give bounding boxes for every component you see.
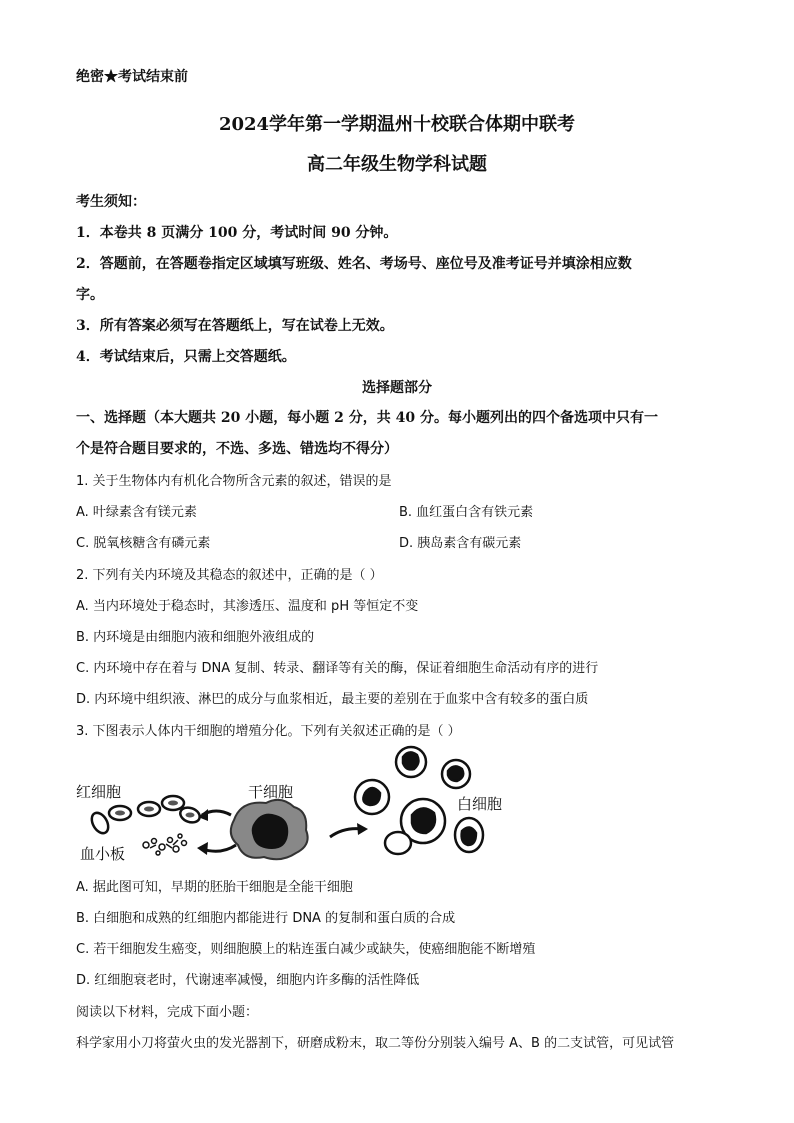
option-b: B. 白细胞和成熟的红细胞内都能进行 DNA 的复制和蛋白质的合成 [76, 911, 456, 926]
label-white-blood-cell: 白细胞 [457, 795, 503, 813]
reading-text: 科学家用小刀将萤火虫的发光器割下，研磨成粉末，取二等份分别装入编号 A、B 的二支试管，可见试管 [76, 1036, 675, 1051]
confidential-label: 绝密★考试结束前 [76, 69, 188, 85]
figure-drawing [76, 745, 516, 865]
section-instruction: 一、选择题（本大题共 20 小题，每小题 2 分，共 40 分。每小题列出的四个备选项中只有一 [76, 410, 658, 426]
option-c: C. 脱氧核糖含有磷元素 [76, 536, 211, 551]
reading-intro: 阅读以下材料，完成下面小题： [76, 1005, 259, 1020]
option-d: D. 胰岛素含有碳元素 [399, 536, 522, 551]
notice-item: 4．考试结束后，只需上交答题纸。 [76, 349, 296, 365]
option-c: C. 若干细胞发生癌变，则细胞膜上的粘连蛋白减少或缺失，使癌细胞能不断增殖 [76, 942, 536, 957]
notice-item: 3．所有答案必须写在答题纸上，写在试卷上无效。 [76, 318, 394, 334]
notice-item: 字。 [76, 287, 104, 303]
label-red-blood-cell: 红细胞 [76, 783, 122, 801]
exam-title: 2024学年第一学期温州十校联合体期中联考 [218, 114, 576, 135]
option-a: A. 据此图可知，早期的胚胎干细胞是全能干细胞 [76, 880, 353, 895]
section-title: 选择题部分 [362, 380, 432, 396]
option-d: D. 红细胞衰老时，代谢速率减慢，细胞内许多酶的活性降低 [76, 973, 420, 988]
option-c: C. 内环境中存在着与 DNA 复制、转录、翻译等有关的酶，保证着细胞生命活动有序的进行 [76, 661, 599, 676]
question-stem: 3. 下图表示人体内干细胞的增殖分化。下列有关叙述正确的是（ ） [76, 724, 461, 739]
red-blood-cells [88, 796, 201, 836]
label-platelet: 血小板 [80, 845, 126, 863]
label-stem-cell: 干细胞 [248, 783, 294, 801]
stem-cell [231, 800, 308, 859]
option-a: A. 当内环境处于稳态时，其渗透压、温度和 pH 等恒定不变 [76, 599, 419, 614]
option-b: B. 内环境是由细胞内液和细胞外液组成的 [76, 630, 315, 645]
notice-heading: 考生须知： [76, 194, 146, 210]
option-a: A. 叶绿素含有镁元素 [76, 505, 197, 520]
notice-item: 1．本卷共 8 页满分 100 分，考试时间 90 分钟。 [76, 225, 398, 241]
stem-cell-differentiation-figure [76, 745, 516, 865]
platelets [143, 834, 187, 855]
exam-subtitle: 高二年级生物学科试题 [307, 154, 487, 175]
question-stem: 1. 关于生物体内有机化合物所含元素的叙述，错误的是 [76, 474, 392, 489]
section-instruction: 个是符合题目要求的，不选、多选、错选均不得分） [76, 441, 398, 457]
notice-item: 2．答题前，在答题卷指定区域填写班级、姓名、考场号、座位号及准考证号并填涂相应数 [76, 256, 632, 272]
option-d: D. 内环境中组织液、淋巴的成分与血浆相近，最主要的差别在于血浆中含有较多的蛋白质 [76, 692, 589, 707]
question-stem: 2. 下列有关内环境及其稳态的叙述中，正确的是（ ） [76, 568, 383, 583]
option-b: B. 血红蛋白含有铁元素 [399, 505, 534, 520]
